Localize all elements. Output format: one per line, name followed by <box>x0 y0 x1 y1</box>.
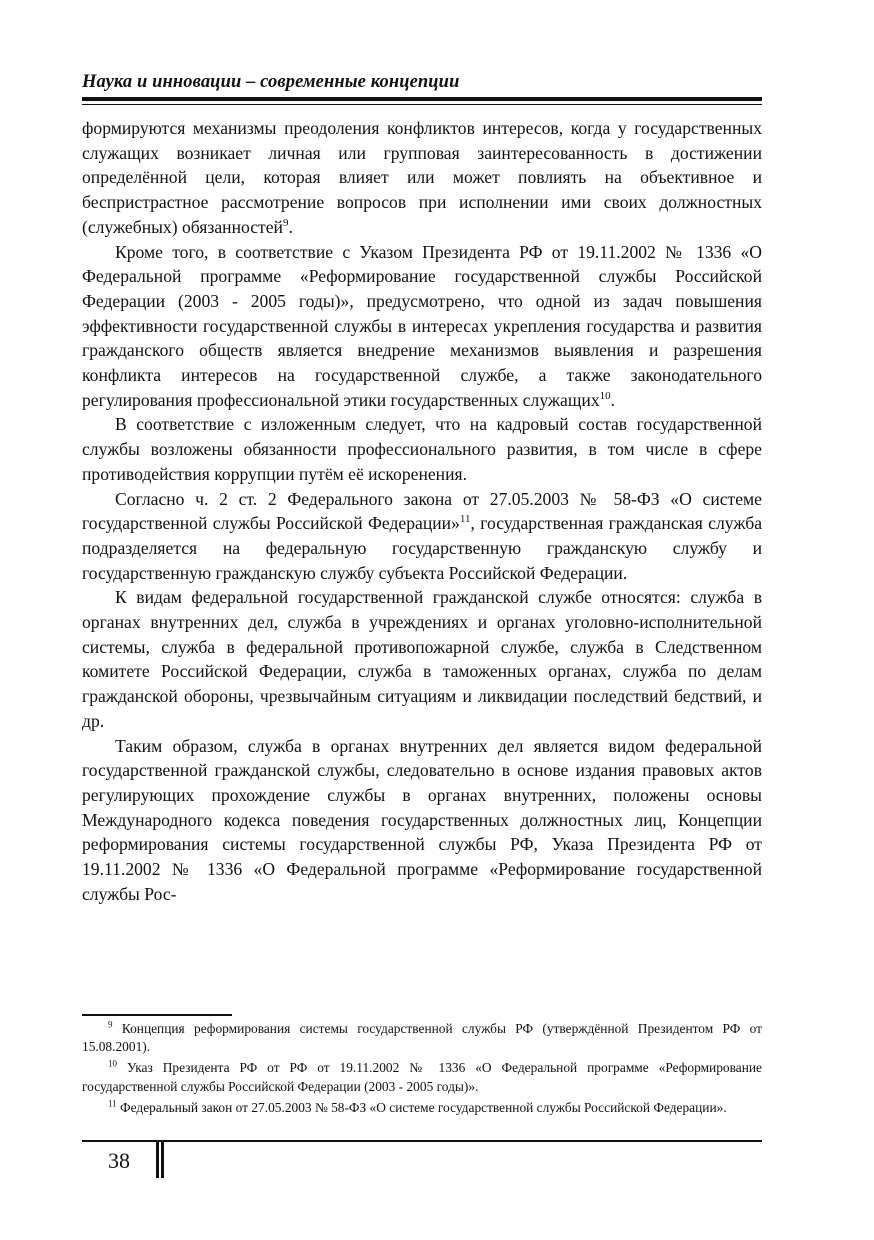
paragraph-6: Таким образом, служба в органах внутренних дел является видом федеральной государственной гражданской службы, следовательно в основе издания правовых актов регулирующих прохождение службы в органах внутренних, положены основы Международного кодекса поведения государственных должностных лиц, Концепции реформирования системы государственной службы РФ, Указа Президента РФ от 19.11.2002 № 1336 «О Федеральной программе «Реформирование государственной службы Рос- <box>82 735 762 904</box>
header-rule-thick <box>82 97 762 101</box>
page-number-bar <box>156 1142 159 1178</box>
page-number: 38 <box>108 1148 130 1173</box>
paragraph-3: В соответствие с изложенным следует, что на кадровый состав государственной службы возложены обязанности профессионального развития, в том числе в сфере противодействия коррупции путём её искоренения. <box>82 414 762 484</box>
document-page <box>82 0 762 1240</box>
footnotes <box>82 1020 762 1120</box>
paragraph-5: К видам федеральной государственной гражданской службе относятся: служба в органах внутренних дел, служба в учреждениях и органах уголовно-исполнительной системы, служба в федеральной противопожарной службе, служба в Следственном комитете Российской Федерации, служба в таможенных органах, служба по делам гражданской обороны, чрезвычайным ситуациям и ликвидации последствий бедствий, и др. <box>82 587 762 731</box>
paragraph-1: формируются механизмы преодоления конфликтов интересов, когда у государственных служащих возникает личная или групповая заинтересованность в достижении определённой цели, которая влияет или может повлиять на объективное и беспристрастное рассмотрение вопросов при исполнении ими своих должностных (служебных) обязанностей$^9$. <box>82 118 762 237</box>
footnote-ref-11: 11 <box>459 513 471 526</box>
footnote-11: $^{11}$ Федеральный закон от 27.05.2003 № 58-ФЗ «О системе государственной службы Российской Федерации». <box>108 1098 727 1115</box>
footnote-separator <box>82 1014 232 1016</box>
footnote-ref-9: 9 <box>282 216 289 229</box>
paragraph-2: Кроме того, в соответствие с Указом Президента РФ от 19.11.2002 № 1336 «О Федеральной программе «Реформирование государственной службы Российской Федерации (2003 - 2005 годы)», предусмотрено, что одной из задач повышения эффективности государственной службы в интересах укрепления государства и развития гражданского обществ является внедрение механизмов выявления и разрешения конфликта интересов на государственной службе, а также законодательного регулирования профессиональной этики государственных служащих$^{10}$. <box>82 241 762 410</box>
main-text <box>82 116 762 907</box>
paragraph-4: Согласно ч. 2 ст. 2 Федерального закона от 27.05.2003 № 58-ФЗ «О системе государственной службы Российской Федерации»$^{11}$, государственная гражданская служба подразделяется на федеральную государственную гражданскую службу и государственную гражданскую службу субъекта Российской Федерации. <box>82 488 762 583</box>
footnote-10: $^{10}$ Указ Президента РФ от РФ от 19.11.2002 № 1336 «О Федеральной программе «Реформирование государственной службы Российской Федерации (2003 - 2005 годы)». <box>82 1058 762 1094</box>
footnote-9: $^9$ Концепция реформирования системы государственной службы РФ (утверждённой Президентом РФ от 15.08.2001). <box>82 1019 762 1055</box>
footnote-ref-10: 10 <box>599 389 611 402</box>
page-number-bar <box>161 1142 164 1178</box>
running-title: Наука и инновации – современные концепции <box>82 72 460 92</box>
header-rule-thin <box>82 104 762 105</box>
footer-rule <box>82 1140 762 1142</box>
